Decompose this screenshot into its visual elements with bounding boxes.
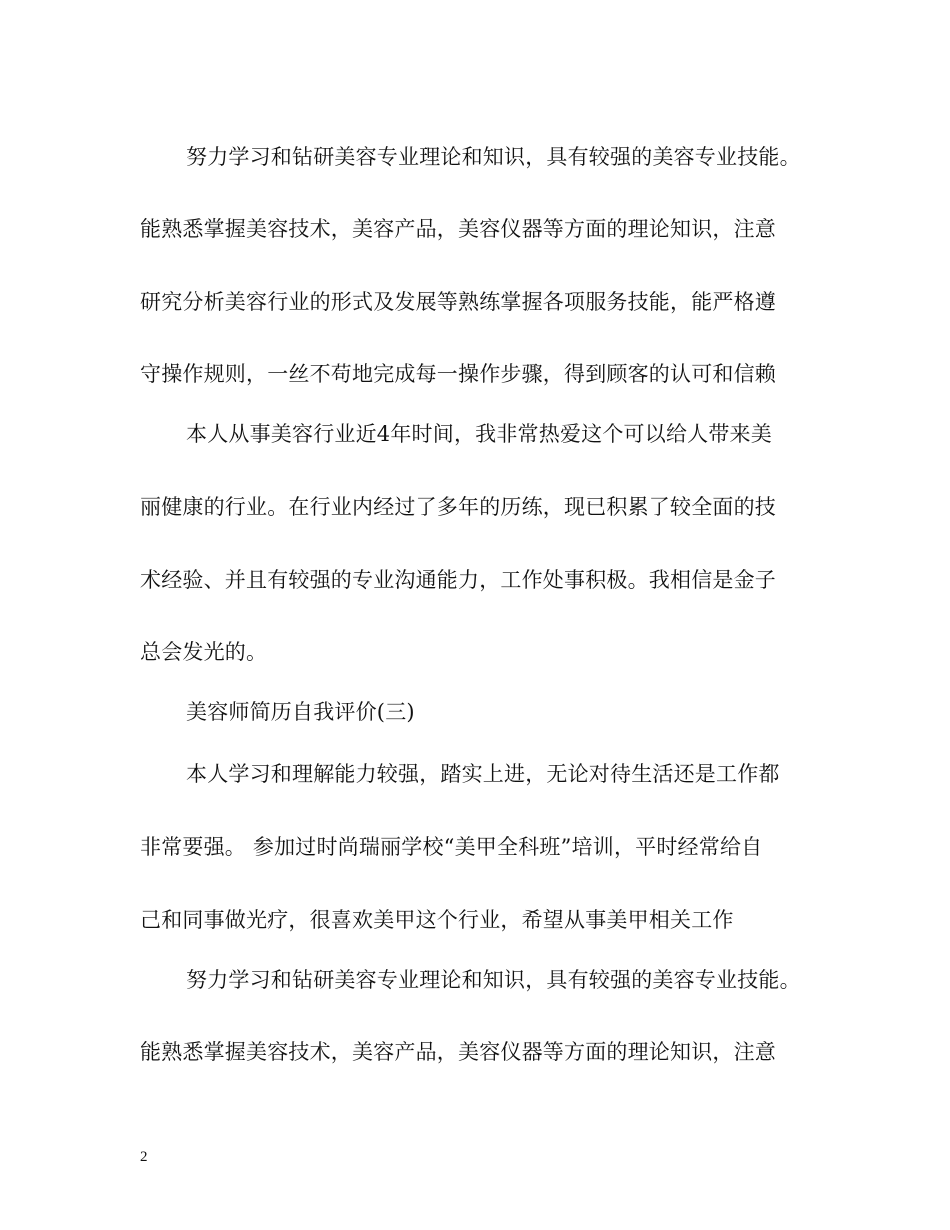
- page-number: 2: [140, 1149, 148, 1165]
- paragraph-line: 本人从事美容行业近4年时间，我非常热爱这个可以给人带来美: [186, 422, 772, 446]
- paragraph-line: 术经验、并且有较强的专业沟通能力，工作处事积极。我相信是金子: [140, 568, 776, 592]
- paragraph-line: 己和同事做光疗，很喜欢美甲这个行业，希望从事美甲相关工作: [140, 908, 734, 932]
- paragraph-line: 努力学习和钻研美容专业理论和知识，具有较强的美容专业技能。: [186, 145, 801, 169]
- paragraph-line: 能熟悉掌握美容技术，美容产品，美容仪器等方面的理论知识，注意: [140, 217, 776, 241]
- paragraph-line: 守操作规则，一丝不苟地完成每一操作步骤，得到顾客的认可和信赖: [140, 362, 776, 386]
- paragraph-line: 总会发光的。: [140, 640, 268, 664]
- paragraph-line: 研究分析美容行业的形式及发展等熟练掌握各项服务技能，能严格遵: [140, 290, 776, 314]
- paragraph-line: 非常要强。 参加过时尚瑞丽学校“美甲全科班”培训，平时经常给自: [140, 835, 763, 859]
- paragraph-line: 努力学习和钻研美容专业理论和知识，具有较强的美容专业技能。: [186, 968, 801, 992]
- paragraph-line: 能熟悉掌握美容技术，美容产品，美容仪器等方面的理论知识，注意: [140, 1040, 776, 1064]
- paragraph-line: 丽健康的行业。在行业内经过了多年的历练，现已积累了较全面的技: [140, 495, 776, 519]
- section-heading: 美容师简历自我评价(三): [186, 700, 415, 724]
- paragraph-line: 本人学习和理解能力较强，踏实上进，无论对待生活还是工作都: [186, 762, 780, 786]
